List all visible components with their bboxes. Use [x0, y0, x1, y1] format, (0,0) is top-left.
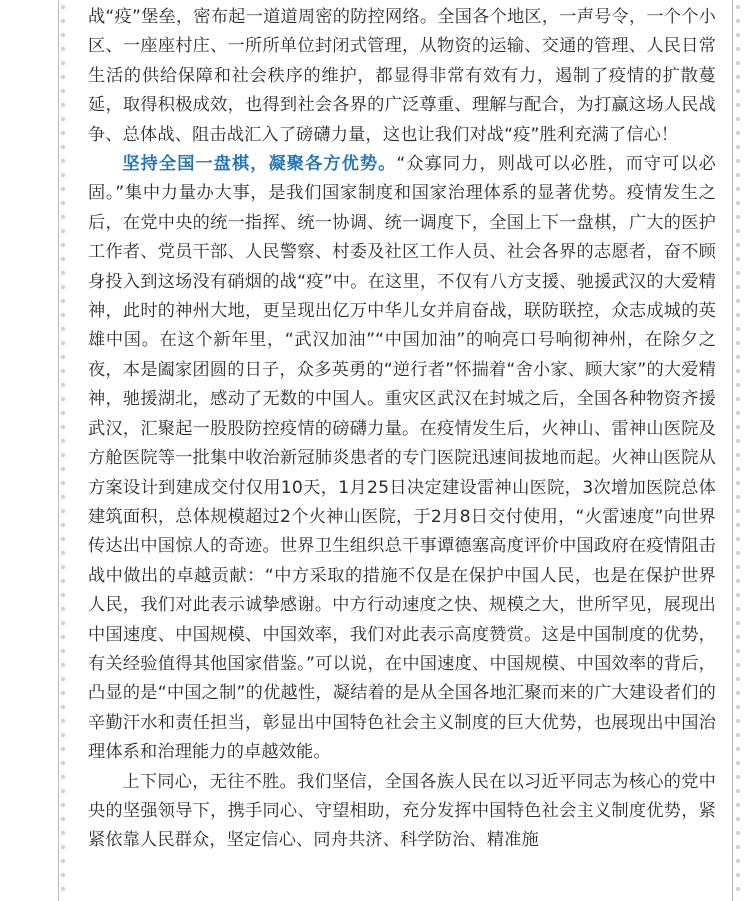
left-perforated-edge	[60, 0, 66, 901]
paragraph-united-hearts: 上下同心，无往不胜。我们坚信，全国各族人民在以习近平同志为核心的党中央的坚强领导下，携手同心、守望相助，充分发挥中国特色社会主义制度优势，紧紧依靠人民群众，坚定信心、同舟共济、科学防治、精准施	[88, 771, 716, 851]
right-perforated-edge	[735, 0, 741, 901]
paragraph-continuation: 战“疫”堡垒，密布起一道道周密的防控网络。全国各个地区，一声号令，一个个小区、一座座村庄、一所所单位封闭式管理，从物资的运输、交通的管理、人民日常生活的供给保障和社会秩序的维护，都显得非常有效有力，遏制了疫情的扩散蔓延，取得积极成效，也得到社会各界的广泛尊重、理解与配合，为打赢这场人民战争、总体战、阻击战汇入了磅礴力量，这也让我们对战“疫”胜利充满了信心！	[88, 7, 716, 145]
paragraph-whole-nation	[88, 150, 716, 768]
article-body	[88, 0, 716, 901]
paragraph-lead-heading: 坚持全国一盘棋，凝聚各方优势。	[122, 154, 397, 175]
paragraph-body-text: “众寡同力，则战可以必胜，而守可以必固。”集中力量办大事，是我们国家制度和国家治理体系的显著优势。疫情发生之后，在党中央的统一指挥、统一协调、统一调度下，全国上下一盘棋，广大的医护工作者、党员干部、人民警察、村委及社区工作人员、社会各界的志愿者，奋不顾身投入到这场没有硝烟的战“疫”中。在这里，不仅有八方支援、驰援武汉的大爱精神，此时的神州大地，更呈现出亿万中华儿女并肩奋战，联防联控，众志成城的英雄中国。在这个新年里，“武汉加油”“中国加油”的响亮口号响彻神州，在除夕之夜，本是阖家团圆的日子，众多英勇的“逆行者”怀揣着“舍小家、顾大家”的大爱精神，驰援湖北，感动了无数的中国人。重灾区武汉在封城之后，全国各种物资齐援武汉，汇聚起一股股防控疫情的磅礴力量。在疫情发生后，火神山、雷神山医院及方舱医院等一批集中收治新冠肺炎患者的专门医院迅速间拔地而起。火神山医院从方案设计到建成交付仅用10天，1月25日决定建设雷神山医院，3次增加医院总体建筑面积，总体规模超过2个火神山医院，于2月8日交付使用，“火雷速度”向世界传达出中国惊人的奇迹。世界卫生组织总干事谭德塞高度评价中国政府在疫情阻击战中做出的卓越贡献：“中方采取的措施不仅是在保护中国人民，也是在保护世界人民，我们对此表示诚挚感谢。中方行动速度之快、规模之大，世所罕见，展现出中国速度、中国规模、中国效率，我们对此表示高度赞赏。这是中国制度的优势，有关经验值得其他国家借鉴。”可以说，在中国速度、中国规模、中国效率的背后，凸显的是“中国之制”的优越性，凝结着的是从全国各地汇聚而来的广大建设者们的辛勤汗水和责任担当，彰显出中国特色社会主义制度的巨大优势，也展现出中国治理体系和治理能力的卓越效能。	[88, 154, 716, 763]
